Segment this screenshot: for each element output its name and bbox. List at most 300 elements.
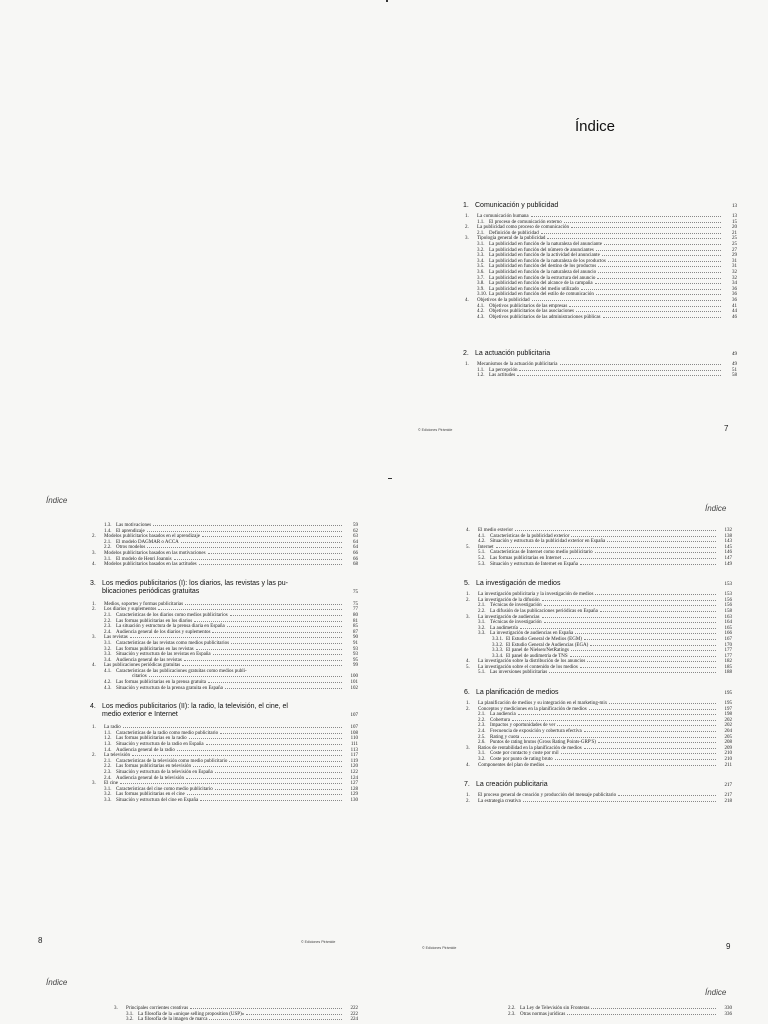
chapter-title: blicaciones periódicas gratuitas — [102, 587, 200, 595]
entry-title: Las formas publicitarias en el cine — [116, 792, 185, 798]
entry-page: 29 — [732, 253, 737, 259]
chapter-heading — [464, 580, 732, 587]
dot-leader — [194, 621, 342, 622]
entry-page: 95 — [353, 657, 358, 663]
entry-page: 143 — [724, 539, 732, 545]
entry-title: Características de Internet como medio publicitario — [490, 550, 593, 556]
page-number: 7 — [724, 424, 729, 433]
dot-leader — [182, 665, 342, 666]
entry-title: La investigación publicitaria y la investigación de medios — [478, 592, 594, 598]
dot-leader — [208, 553, 342, 554]
entry-page: 224 — [350, 1017, 358, 1023]
entry-title: Objetivos de la publicidad — [477, 297, 530, 303]
entry-page: 330 — [724, 1006, 732, 1011]
dot-leader — [177, 750, 342, 751]
entry-number: 4.2. — [104, 680, 112, 686]
entry-title: La investigación de audiencias — [478, 614, 540, 620]
toc-list — [463, 196, 737, 379]
entry-page: 81 — [353, 618, 358, 624]
entry-title: La Ley de Televisión sin Fronteras — [520, 1006, 590, 1011]
chapter-heading-line — [90, 703, 358, 711]
entry-page: 21 — [732, 230, 737, 236]
entry-title: El proceso de comunicación externo — [489, 219, 562, 225]
entry-number: 2.2. — [478, 608, 486, 614]
entry-title: La publicidad en función de la estructura del anuncio — [489, 275, 596, 281]
entry-page: 93 — [353, 646, 358, 652]
entry-page: 32 — [732, 275, 737, 281]
entry-page: 87 — [353, 629, 358, 635]
entry-number: 4.3. — [477, 314, 485, 320]
entry-page: 177 — [724, 648, 732, 654]
dot-leader — [246, 1014, 342, 1015]
entry-number: 2.1. — [478, 712, 486, 718]
entry-number: 1.4. — [104, 747, 112, 753]
page-number: 9 — [726, 942, 731, 951]
chapter-number: 1. — [463, 202, 469, 209]
chapter-page: 195 — [724, 691, 732, 697]
dot-leader — [512, 720, 716, 721]
entry-title: La investigación sobre el contenido de los medios — [478, 664, 578, 670]
entry-title: La investigación de la difusión — [478, 597, 540, 603]
entry-page: 202 — [724, 723, 732, 729]
entry-title: La publicidad en función del número de anunciantes — [489, 247, 594, 253]
entry-page: 62 — [353, 528, 358, 534]
entry-title: Tipología general de la publicidad — [477, 236, 546, 242]
dot-leader — [557, 725, 716, 726]
entry-number: 2. — [92, 753, 96, 759]
dot-leader — [153, 525, 342, 526]
entry-page: 177 — [724, 653, 732, 659]
entry-title: Puntos de rating brutos (Gross Rating Points-GRP'S) — [490, 740, 596, 746]
entry-number: 4. — [92, 562, 96, 568]
entry-number: 3.2. — [478, 757, 486, 762]
chapter-number: 6. — [464, 689, 470, 697]
entry-page: 222 — [350, 1011, 358, 1017]
entry-title: Modelos publicitarios basados en el aprendizaje — [104, 534, 200, 540]
dot-leader — [581, 289, 721, 290]
entry-number: 2.3. — [508, 1011, 516, 1017]
chapter-title: Los medios publicitarios (II): la radio, la televisión, el cine, el — [102, 703, 288, 711]
entry-number: 4. — [92, 663, 96, 669]
entry-number: 3. — [92, 781, 96, 787]
dot-leader — [564, 222, 721, 223]
entry-title: La publicidad en función de la naturaleza del anunciante — [489, 241, 603, 247]
entry-page: 85 — [353, 624, 358, 630]
entry-number: 1.3. — [104, 742, 112, 748]
entry-title: El Estudio General de Medios (EGM) — [506, 636, 582, 642]
entry-title: Conceptos y mediciones en la planificación de medios — [478, 706, 587, 712]
chapter-heading — [464, 781, 732, 788]
entry-page: 108 — [350, 730, 358, 736]
entry-number: 2.1. — [104, 758, 112, 764]
chapter-number: 4. — [90, 703, 96, 711]
chapter-title: La actuación publicitaria — [475, 350, 551, 358]
dot-leader — [206, 744, 342, 745]
scan-mark — [386, 0, 388, 2]
dot-leader — [598, 742, 716, 743]
entry-number: 1.1. — [104, 730, 112, 736]
entry-page: 91 — [353, 640, 358, 646]
entry-page: 204 — [724, 729, 732, 735]
dot-leader — [598, 266, 721, 267]
entry-title: El medio exterior — [478, 528, 513, 533]
entry-title: El modelo DAGMAR o ACCA — [116, 539, 179, 545]
dot-leader — [596, 294, 721, 295]
entry-title: La publicidad en función de la naturaleza de los productos — [489, 258, 606, 264]
entry-title: Mecanismos de la actuación publicitaria — [477, 362, 558, 368]
entry-title: Medios, soportes y formas publicitarias — [104, 601, 184, 607]
entry-title: La televisión — [104, 753, 130, 759]
entry-page: 145 — [724, 544, 732, 550]
chapter-heading — [463, 350, 737, 357]
entry-number: 3.1. — [478, 620, 486, 626]
dot-leader — [132, 755, 342, 756]
dot-leader — [225, 688, 342, 689]
dot-leader — [570, 656, 716, 657]
entry-number: 4.3. — [104, 685, 112, 691]
entry-page: 158 — [724, 608, 732, 614]
entry-number: 4.1. — [478, 533, 486, 539]
entry-number: 2.4. — [104, 629, 112, 635]
footer-copyright: © Ediciones Pirámide — [301, 940, 336, 944]
dot-leader — [575, 633, 716, 634]
entry-number: 2.4. — [104, 775, 112, 781]
chapter-page: 153 — [724, 582, 732, 588]
dot-leader — [227, 626, 342, 627]
entry-title: El modelo de Henri Joannis — [116, 556, 172, 562]
chapter-page: 107 — [350, 713, 358, 719]
entry-page: 208 — [724, 740, 732, 746]
entry-number: 3.3.4. — [492, 653, 504, 659]
entry-number: 1.3. — [104, 523, 112, 528]
entry-number: 2.2. — [478, 717, 486, 723]
entry-title: Las inversiones publicitarias — [490, 670, 548, 676]
entry-title: El panel de audimetría de TNS — [506, 653, 568, 659]
entry-title: El Estudio General de Audiencias (EGA) — [506, 642, 589, 648]
entry-title: La publicidad en función del estilo de comunicación — [489, 292, 594, 298]
dot-leader — [196, 649, 342, 650]
entry-number: 3.10. — [477, 292, 487, 298]
entry-number: 3. — [114, 1006, 118, 1011]
entry-page: 195 — [724, 701, 732, 707]
entry-page: 113 — [350, 747, 358, 753]
chapter-page: 49 — [732, 352, 737, 358]
entry-number: 3. — [465, 236, 469, 242]
entry-page: 170 — [724, 642, 732, 648]
entry-title: La publicidad en función de la actividad del anunciante — [489, 253, 600, 259]
chapter-heading-line — [90, 588, 358, 597]
entry-page: 129 — [350, 792, 358, 798]
entry-number: 1.4. — [104, 528, 112, 534]
dot-leader — [576, 311, 721, 312]
toc-page-7 — [0, 0, 768, 490]
entry-page: 111 — [350, 742, 358, 748]
dot-leader — [220, 733, 342, 734]
entry-title: Técnicas de investigación — [490, 620, 542, 626]
chapter-number: 2. — [463, 350, 469, 358]
chapter-page: 13 — [732, 204, 737, 209]
dot-leader — [580, 564, 716, 565]
dot-leader — [212, 632, 342, 633]
dot-leader — [189, 738, 342, 739]
entry-number: 3.1. — [104, 786, 112, 792]
entry-page: 197 — [724, 706, 732, 712]
chapter-heading — [463, 202, 737, 209]
entry-number: 2.1. — [477, 230, 485, 236]
dot-leader — [546, 765, 716, 766]
entry-number: 3.2. — [104, 792, 112, 798]
entry-page: 119 — [350, 758, 358, 764]
dot-leader — [517, 375, 721, 376]
entry-page: 217 — [724, 793, 732, 799]
dot-leader — [569, 306, 721, 307]
entry-title: Modelos publicitarios basados en las actitudes — [104, 562, 197, 568]
entry-page: 205 — [724, 734, 732, 740]
entry-number: 1. — [92, 601, 96, 607]
dot-leader — [584, 748, 716, 749]
entry-number: 3. — [92, 635, 96, 641]
dot-leader — [521, 737, 716, 738]
entry-title: Características de la publicidad exterior — [490, 533, 570, 539]
dot-leader — [149, 676, 342, 677]
entry-title: La comunicación humana — [477, 214, 529, 219]
entry-title: La planificación de medios y su integración en el marketing-mix — [478, 701, 608, 707]
entry-number: 1.2. — [104, 736, 112, 742]
dot-leader — [571, 536, 716, 537]
entry-title: Principales corrientes creativas — [126, 1006, 189, 1011]
entry-page: 25 — [732, 236, 737, 242]
entry-number: 5.2. — [478, 555, 486, 561]
chapter-heading — [90, 703, 358, 720]
entry-title: Situación y estructura de la radio en España — [116, 742, 204, 748]
entry-page: 41 — [732, 303, 737, 309]
dot-leader — [587, 661, 716, 662]
entry-title: Audiencia general de la radio — [116, 747, 175, 753]
dot-leader — [181, 542, 342, 543]
entry-title: Las publicaciones periódicas gratuitas — [104, 663, 181, 669]
entry-title: Coste por punto de rating bruto — [490, 757, 553, 762]
entry-page: 101 — [350, 680, 358, 686]
dot-leader — [213, 654, 342, 655]
entry-title: La situación y estructura de la prensa diaria en España — [116, 624, 225, 630]
entry-number: 2.2. — [104, 545, 112, 551]
entry-title: El aprendizaje — [116, 528, 145, 534]
running-header: Índice — [46, 978, 68, 987]
entry-number: 2.5. — [478, 734, 486, 740]
dot-leader — [542, 617, 716, 618]
entry-number: 3.1. — [126, 1011, 134, 1017]
toc-entry — [90, 798, 358, 804]
entry-title: La publicidad en función del destino de los productos — [489, 264, 597, 270]
entry-page: 130 — [350, 797, 358, 803]
entry-page: 163 — [724, 614, 732, 620]
entry-page: 138 — [724, 533, 732, 539]
dot-leader — [602, 255, 721, 256]
entry-title: Audiencia general de las revistas — [116, 657, 182, 663]
toc-entry — [464, 799, 732, 805]
footer-copyright: © Ediciones Pirámide — [422, 946, 457, 950]
entry-number: 2. — [465, 225, 469, 231]
dot-leader — [580, 667, 716, 668]
dot-leader — [200, 800, 342, 801]
entry-title: Características de la radio como medio publicitario — [116, 730, 219, 736]
entry-number: 3.4. — [477, 258, 485, 264]
entry-page: 59 — [353, 523, 358, 528]
entry-page: 64 — [353, 539, 358, 545]
entry-page: 156 — [724, 597, 732, 603]
page-number: 8 — [38, 936, 43, 945]
dot-leader — [190, 1008, 342, 1009]
entry-title: El cine — [104, 781, 119, 787]
dot-leader — [542, 600, 716, 601]
entry-number: 2.4. — [478, 729, 486, 735]
entry-page: 166 — [724, 631, 732, 637]
dot-leader — [549, 672, 716, 673]
entry-title: La publicidad como proceso de comunicación — [477, 225, 570, 231]
entry-number: 5.3. — [478, 561, 486, 567]
scan-mark — [388, 478, 392, 479]
entry-page: 36 — [732, 286, 737, 292]
chapter-title: La investigación de medios — [476, 580, 561, 588]
entry-page: 222 — [350, 1006, 358, 1011]
toc-page-8 — [0, 490, 384, 972]
entry-title: Modelos publicitarios basados en las motivaciones — [104, 550, 206, 556]
toc-page-9 — [384, 490, 768, 972]
entry-title: Las revistas — [104, 635, 128, 641]
entry-title: Situación y estructura de las revistas en España — [116, 652, 211, 658]
entry-page: 77 — [353, 607, 358, 613]
entry-number: 3.4. — [104, 657, 112, 663]
entry-title: Situación y estructura de la publicidad exterior en España — [490, 539, 606, 545]
entry-title: La publicidad en función del alcance de la campaña — [489, 281, 593, 287]
page-title: Índice — [575, 118, 616, 135]
entry-title: Características de las publicaciones gratuitas como medios publi- — [116, 668, 247, 674]
entry-page: 198 — [724, 712, 732, 718]
entry-page: 156 — [724, 603, 732, 609]
dot-leader — [571, 227, 721, 228]
entry-number: 3.2. — [477, 247, 485, 253]
dot-leader — [596, 250, 721, 251]
dot-leader — [561, 753, 716, 754]
entry-title: Características de los diarios como medios publicitarios — [116, 612, 228, 618]
entry-title: Características de las revistas como medios publicitarios — [116, 640, 230, 646]
entry-title: Situación y estructura de la televisión en España — [116, 770, 213, 775]
entry-page: 49 — [732, 362, 737, 368]
entry-title: Audiencia general de los diarios y suplementos — [116, 629, 211, 635]
entry-page: 68 — [353, 562, 358, 568]
entry-page: 15 — [732, 219, 737, 225]
entry-page: 218 — [724, 798, 732, 804]
entry-number: 2. — [466, 798, 470, 804]
dot-leader — [230, 615, 342, 616]
entry-page: 167 — [724, 636, 732, 642]
entry-page: 211 — [724, 762, 732, 768]
chapter-title: Comunicación y publicidad — [475, 202, 559, 209]
entry-page: 75 — [353, 601, 358, 607]
entry-number: 1.2. — [477, 373, 485, 379]
dot-leader — [600, 611, 716, 612]
dot-leader — [597, 278, 721, 279]
dot-leader — [158, 609, 342, 610]
dot-leader — [229, 761, 342, 762]
entry-number: 4. — [466, 659, 470, 665]
toc-entry — [494, 1012, 732, 1018]
dot-leader — [598, 272, 721, 273]
entry-title: Ratios de rentabilidad en la planificación de medios — [478, 745, 582, 751]
entry-title: La publicidad en función del medio utilizado — [489, 286, 579, 292]
entry-title: La audiencia — [490, 712, 516, 718]
entry-title: Audiencia general de la televisión — [116, 775, 185, 781]
entry-page: 147 — [724, 555, 732, 561]
entry-title: Objetivos publicitarios de las administraciones públicas — [489, 314, 601, 320]
entry-page: 110 — [350, 736, 358, 742]
entry-number: 3.6. — [477, 269, 485, 275]
dot-leader — [496, 547, 716, 548]
entry-number: 1.1. — [477, 367, 485, 373]
entry-page: 20 — [732, 225, 737, 231]
dot-leader — [147, 531, 342, 532]
entry-title: Impactos y oportunidades de ver — [490, 723, 556, 729]
entry-number: 2.6. — [478, 740, 486, 746]
entry-number: 4. — [465, 297, 469, 303]
entry-number: 3.2. — [104, 646, 112, 652]
entry-title: Internet — [478, 544, 494, 550]
entry-page: 164 — [724, 620, 732, 626]
dot-leader — [187, 794, 342, 795]
entry-title: La percepción — [489, 367, 518, 373]
entry-page: 117 — [350, 753, 358, 759]
entry-number: 2.3. — [104, 624, 112, 630]
entry-title: Técnicas de investigación — [490, 603, 542, 609]
entry-page: 27 — [732, 247, 737, 253]
entry-title: El proceso general de creación y producción del mensaje publicitario — [478, 793, 617, 799]
dot-leader — [567, 1014, 716, 1015]
dot-leader — [184, 660, 342, 661]
dot-leader — [215, 772, 342, 773]
entry-number: 1.1. — [477, 219, 485, 225]
entry-page: 210 — [724, 751, 732, 757]
entry-number: 2.1. — [104, 612, 112, 618]
entry-page: 210 — [724, 757, 732, 762]
dot-leader — [185, 604, 342, 605]
entry-page: 165 — [724, 625, 732, 631]
entry-title: Las formas publicitarias en Internet — [490, 555, 562, 561]
entry-page: 102 — [350, 685, 358, 691]
entry-number: 3. — [92, 550, 96, 556]
entry-page: 146 — [724, 550, 732, 556]
dot-leader — [595, 283, 721, 284]
entry-page: 128 — [350, 786, 358, 792]
chapter-page: 217 — [724, 783, 732, 789]
footer-copyright: © Ediciones Pirámide — [418, 428, 453, 432]
dot-leader — [520, 628, 716, 629]
entry-title: Frecuencia de exposición y cobertura efectiva — [490, 729, 582, 735]
entry-number: 1. — [466, 592, 470, 598]
entry-number: 1. — [465, 362, 469, 368]
entry-page: 90 — [353, 635, 358, 641]
dot-leader — [174, 559, 342, 560]
dot-leader — [518, 714, 716, 715]
dot-leader — [209, 1019, 342, 1020]
dot-leader — [547, 238, 721, 239]
dot-leader — [515, 530, 716, 531]
entry-title: Coste por contacto y coste por mil — [490, 751, 559, 757]
entry-number: 3.3.3. — [492, 648, 504, 654]
entry-page: 31 — [732, 258, 737, 264]
chapter-heading — [90, 580, 358, 597]
dot-leader — [130, 637, 342, 638]
entry-page: 63 — [353, 534, 358, 540]
